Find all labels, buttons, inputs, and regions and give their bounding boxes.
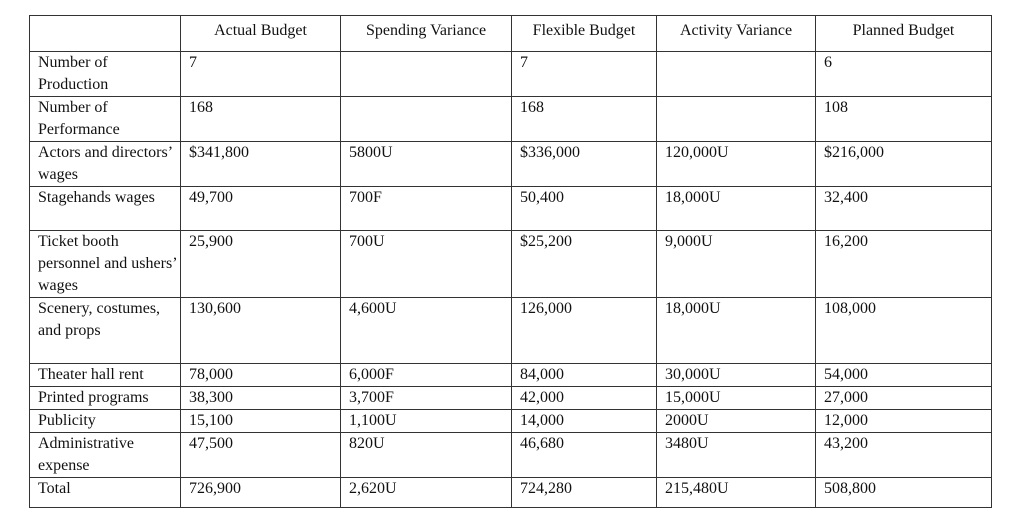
table-cell: 12,000 bbox=[816, 410, 992, 433]
table-cell: 43,200 bbox=[816, 433, 992, 478]
table-cell: 700U bbox=[341, 231, 512, 298]
table-cell: 18,000U bbox=[657, 298, 816, 364]
table-cell: 2000U bbox=[657, 410, 816, 433]
table-cell: 168 bbox=[512, 97, 657, 142]
row-label: Stagehands wages bbox=[30, 187, 181, 231]
table-cell: $216,000 bbox=[816, 142, 992, 187]
table-cell: 78,000 bbox=[181, 364, 341, 387]
table-cell: $341,800 bbox=[181, 142, 341, 187]
table-cell: 14,000 bbox=[512, 410, 657, 433]
row-label: Printed programs bbox=[30, 387, 181, 410]
table-row bbox=[30, 231, 992, 298]
table-cell: 16,200 bbox=[816, 231, 992, 298]
table-cell: 15,100 bbox=[181, 410, 341, 433]
table-row bbox=[30, 142, 992, 187]
table-row bbox=[30, 433, 992, 478]
table-cell: 120,000U bbox=[657, 142, 816, 187]
table-row bbox=[30, 410, 992, 433]
row-label: Total bbox=[30, 478, 181, 508]
table-cell: 27,000 bbox=[816, 387, 992, 410]
row-label: Number of Performance bbox=[30, 97, 181, 142]
column-header: Actual Budget bbox=[181, 16, 341, 52]
table-cell: 1,100U bbox=[341, 410, 512, 433]
table-cell: 7 bbox=[512, 52, 657, 97]
table-cell bbox=[341, 52, 512, 97]
row-label: Scenery, costumes, and props bbox=[30, 298, 181, 364]
row-label: Ticket booth personnel and ushers’ wages bbox=[30, 231, 181, 298]
table-row bbox=[30, 187, 992, 231]
row-label: Number of Production bbox=[30, 52, 181, 97]
row-label: Publicity bbox=[30, 410, 181, 433]
table-cell: 50,400 bbox=[512, 187, 657, 231]
table-cell: 3,700F bbox=[341, 387, 512, 410]
table-cell: 54,000 bbox=[816, 364, 992, 387]
table-cell: 42,000 bbox=[512, 387, 657, 410]
table-cell: 15,000U bbox=[657, 387, 816, 410]
table-cell: 46,680 bbox=[512, 433, 657, 478]
table-cell: 108 bbox=[816, 97, 992, 142]
column-header: Activity Variance bbox=[657, 16, 816, 52]
table-cell: 49,700 bbox=[181, 187, 341, 231]
table-cell: 30,000U bbox=[657, 364, 816, 387]
table-cell: 6 bbox=[816, 52, 992, 97]
table-cell: 9,000U bbox=[657, 231, 816, 298]
budget-table bbox=[29, 15, 992, 508]
table-cell: 18,000U bbox=[657, 187, 816, 231]
table-cell bbox=[341, 97, 512, 142]
table-cell: 168 bbox=[181, 97, 341, 142]
table-cell bbox=[657, 97, 816, 142]
table-cell: 700F bbox=[341, 187, 512, 231]
table-row bbox=[30, 97, 992, 142]
table-row bbox=[30, 52, 992, 97]
table-cell: 3480U bbox=[657, 433, 816, 478]
row-label: Theater hall rent bbox=[30, 364, 181, 387]
table-cell: 5800U bbox=[341, 142, 512, 187]
column-header: Planned Budget bbox=[816, 16, 992, 52]
column-header: Flexible Budget bbox=[512, 16, 657, 52]
table-cell: 7 bbox=[181, 52, 341, 97]
row-label: Actors and directors’ wages bbox=[30, 142, 181, 187]
table-cell bbox=[657, 52, 816, 97]
table-cell: 32,400 bbox=[816, 187, 992, 231]
table-cell: 215,480U bbox=[657, 478, 816, 508]
table-cell: 6,000F bbox=[341, 364, 512, 387]
table-row bbox=[30, 387, 992, 410]
table-cell: 508,800 bbox=[816, 478, 992, 508]
table-cell: $25,200 bbox=[512, 231, 657, 298]
row-label: Administrative expense bbox=[30, 433, 181, 478]
table-cell: $336,000 bbox=[512, 142, 657, 187]
table-header-row bbox=[30, 16, 992, 52]
table-cell: 38,300 bbox=[181, 387, 341, 410]
column-header: Spending Variance bbox=[341, 16, 512, 52]
table-cell: 2,620U bbox=[341, 478, 512, 508]
table-cell: 726,900 bbox=[181, 478, 341, 508]
table-cell: 108,000 bbox=[816, 298, 992, 364]
table-cell: 724,280 bbox=[512, 478, 657, 508]
table-cell: 130,600 bbox=[181, 298, 341, 364]
table-row bbox=[30, 298, 992, 364]
table-cell: 4,600U bbox=[341, 298, 512, 364]
table-cell: 126,000 bbox=[512, 298, 657, 364]
column-header bbox=[30, 16, 181, 52]
table-cell: 25,900 bbox=[181, 231, 341, 298]
table-cell: 84,000 bbox=[512, 364, 657, 387]
table-cell: 820U bbox=[341, 433, 512, 478]
table-row-total bbox=[30, 478, 992, 508]
table-cell: 47,500 bbox=[181, 433, 341, 478]
table-row bbox=[30, 364, 992, 387]
